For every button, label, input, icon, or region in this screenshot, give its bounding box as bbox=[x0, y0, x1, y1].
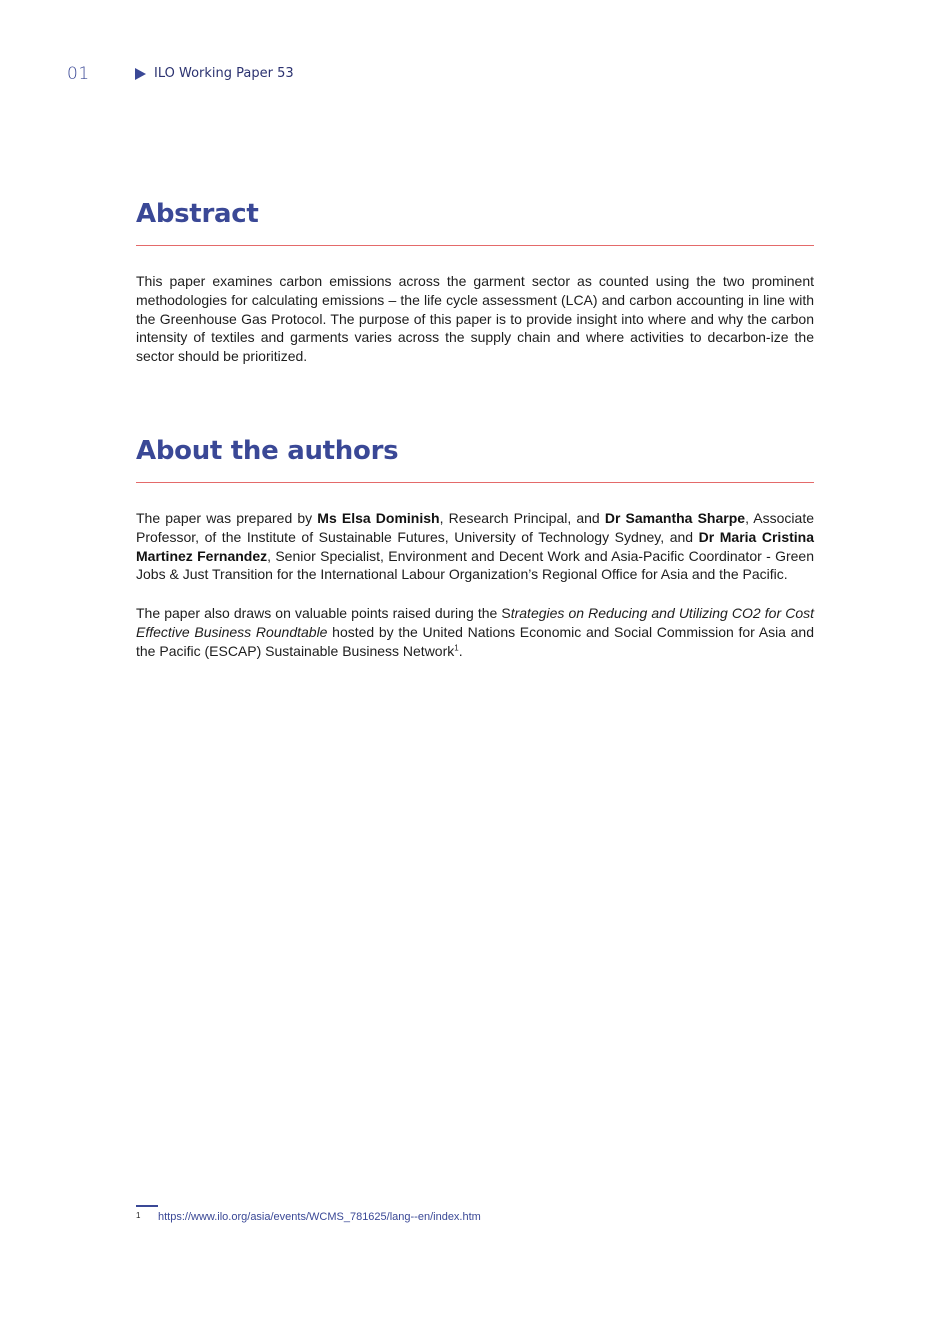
footnote-divider bbox=[136, 1205, 158, 1207]
abstract-divider bbox=[136, 245, 814, 246]
authors-text-2: , Research Principal, and bbox=[439, 510, 605, 526]
roundtable-paragraph bbox=[136, 604, 814, 660]
author-name-sharpe: Dr Samantha Sharpe bbox=[604, 510, 746, 526]
authors-paragraph bbox=[136, 509, 814, 584]
author-name-martinez: Dr Maria Cristina Martinez Fernandez bbox=[136, 528, 815, 564]
authors-divider bbox=[136, 482, 814, 483]
footnote-link[interactable]: https://www.ilo.org/asia/events/WCMS_781625/lang--en/index.htm bbox=[158, 1211, 481, 1223]
roundtable-text-1: The paper also draws on valuable points raised during the S bbox=[136, 605, 511, 622]
authors-text-1: The paper was prepared by bbox=[136, 510, 318, 526]
abstract-title: Abstract bbox=[136, 199, 259, 229]
roundtable-text-2: hosted by the United Nations Economic and Social Commission for Asia and the Pacific (ESCAP) Sustainable Business Network bbox=[136, 623, 815, 659]
roundtable-text-3: . bbox=[458, 642, 463, 659]
abstract-section bbox=[136, 198, 814, 366]
footnote-reference[interactable]: 1 bbox=[454, 643, 459, 653]
author-name-dominish: Ms Elsa Dominish bbox=[317, 510, 440, 526]
footnote-number: 1 bbox=[136, 1211, 141, 1220]
authors-section bbox=[136, 435, 814, 661]
roundtable-event-title: trategies on Reducing and Utilizing CO2 for Cost Effective Business Roundtable bbox=[136, 605, 814, 640]
running-header-title: ILO Working Paper 53 bbox=[154, 66, 294, 81]
authors-text-3: , Associate Professor, of the Institute of Sustainable Futures, University of Technology Sydney, and bbox=[136, 510, 815, 545]
abstract-body: This paper examines carbon emissions across the garment sector as counted using the two prominent methodologies for calculating emissions – the life cycle assessment (LCA) and carbon accounting in line with the Greenhouse Gas Protocol. The purpose of this paper is to provide insight into where and why the carbon intensity of textiles and garments varies across the supply chain and where activities to decarbon-ize the sector should be prioritized. bbox=[136, 273, 814, 365]
authors-text-4: , Senior Specialist, Environment and Decent Work and Asia-Pacific Coordinator - Green Jobs & Just Transition for the International Labour Organization’s Regional Office for Asia and the Pacific. bbox=[136, 547, 814, 583]
authors-title: About the authors bbox=[136, 436, 399, 466]
play-triangle-icon bbox=[135, 68, 146, 80]
page-number: 01 bbox=[67, 64, 90, 84]
footnote bbox=[136, 1211, 481, 1223]
running-header bbox=[135, 66, 294, 81]
